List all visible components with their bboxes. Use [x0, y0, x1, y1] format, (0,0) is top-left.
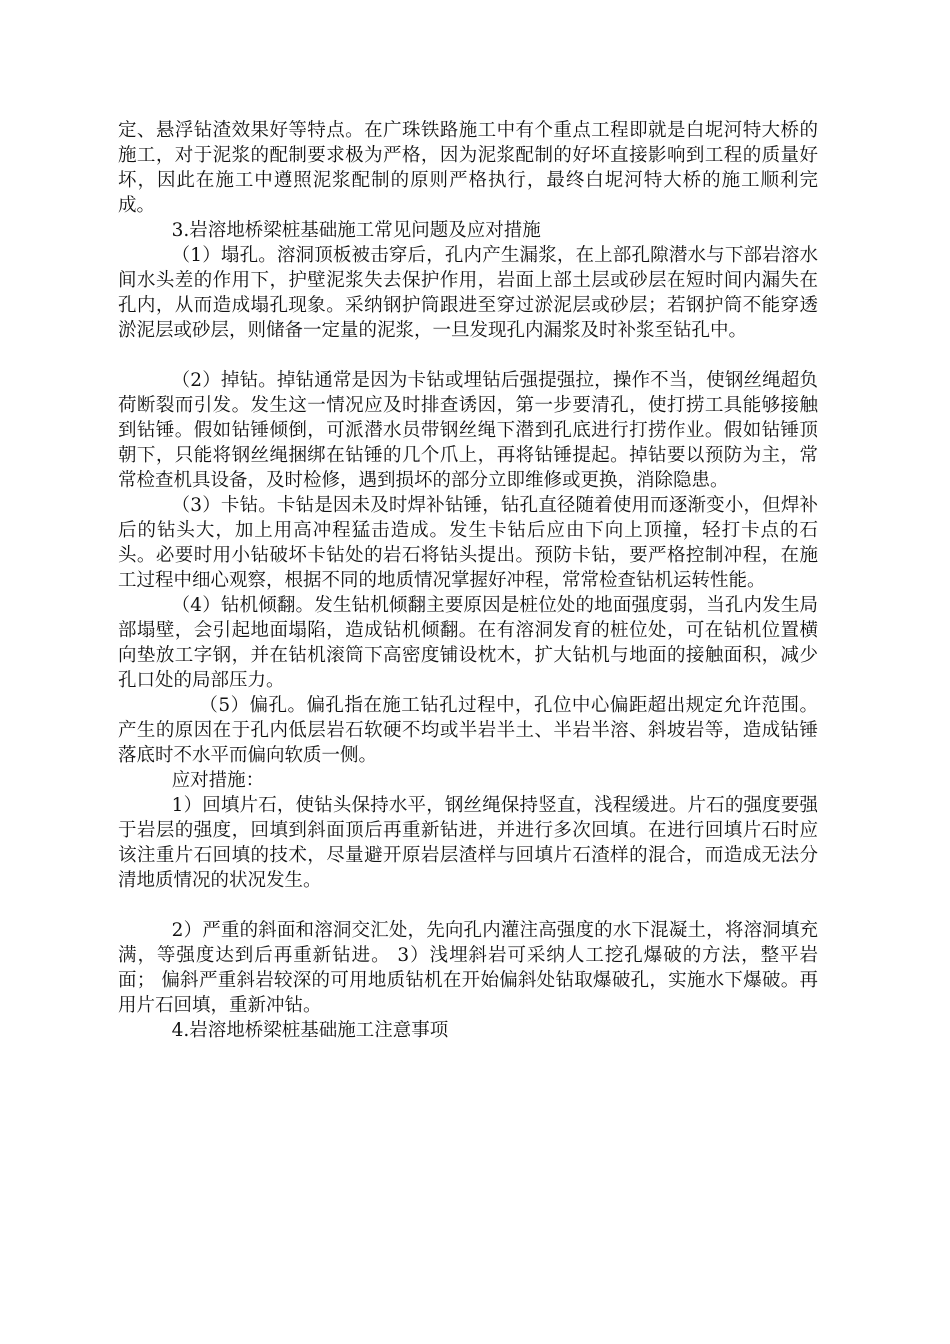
section-heading-3: 3.岩溶地桥梁桩基础施工常见问题及应对措施 [171, 220, 541, 241]
paragraph-hole-deviation: （5）偏孔。偏孔指在施工钻孔过程中，孔位中心偏距超出规定允许范围。产生的原因在于孔内低层岩石软硬不均或半岩半土、半岩半溶、斜坡岩等，造成钻锤落底时不水平而偏向软质一侧。 [118, 695, 818, 766]
blank-line [118, 893, 818, 918]
blank-line [118, 343, 818, 368]
paragraph-countermeasure-1: 1）回填片石，使钻头保持水平，钢丝绳保持竖直，浅程缓进。片石的强度要强于岩层的强度，回填到斜面顶后再重新钻进，并进行多次回填。在进行回填片石时应该注重片石回填的技术，尽量避开原岩层渣样与回填片石渣样的混合，而造成无法分清地质情况的状况发生。 [118, 795, 818, 891]
paragraph-rig-overturn: （4）钻机倾翻。发生钻机倾翻主要原因是桩位处的地面强度弱，当孔内发生局部塌壁，会引起地面塌陷，造成钻机倾翻。在有溶洞发育的桩位处，可在钻机位置横向垫放工字钢，并在钻机滚筒下高密度铺设枕木，扩大钻机与地面的接触面积，减少孔口处的局部压力。 [118, 595, 818, 691]
section-heading-4: 4.岩溶地桥梁桩基础施工注意事项 [171, 1020, 449, 1041]
paragraph-stuck-drill: （3）卡钻。卡钻是因未及时焊补钻锤，钻孔直径随着使用而逐渐变小，但焊补后的钻头大，加上用高冲程猛击造成。发生卡钻后应由下向上顶撞，轻打卡点的石头。必要时用小钻破坏卡钻处的岩石将钻头提出。预防卡钻，要严格控制冲程，在施工过程中细心观察，根据不同的地质情况掌握好冲程，常常检查钻机运转性能。 [118, 495, 818, 591]
paragraph-countermeasures-label: 应对措施： [171, 770, 265, 791]
paragraph-collapse: （1）塌孔。溶洞顶板被击穿后，孔内产生漏浆，在上部孔隙潜水与下部岩溶水间水头差的作用下，护壁泥浆失去保护作用，岩面上部土层或砂层在短时间内漏失在孔内，从而造成塌孔现象。采纳钢护筒跟进至穿过淤泥层或砂层；若钢护筒不能穿透淤泥层或砂层，则储备一定量的泥浆，一旦发现孔内漏浆及时补浆至钻孔中。 [118, 245, 818, 341]
paragraph-countermeasure-2-3: 2）严重的斜面和溶洞交汇处，先向孔内灌注高强度的水下混凝土，将溶洞填充满，等强度达到后再重新钻进。 3）浅埋斜岩可采纳人工挖孔爆破的方法，整平岩面； 偏斜严重斜岩较深的可用地质钻机在开始偏斜处钻取爆破孔，实施水下爆破。再用片石回填，重新冲钻。 [118, 920, 818, 1016]
paragraph-mud-conclusion: 定、悬浮钻渣效果好等特点。在广珠铁路施工中有个重点工程即就是白坭河特大桥的施工，对于泥浆的配制要求极为严格，因为泥浆配制的好坏直接影响到工程的质量好坏，因此在施工中遵照泥浆配制的原则严格执行，最终白坭河特大桥的施工顺利完成。 [118, 120, 818, 216]
paragraph-drop-drill: （2）掉钻。掉钻通常是因为卡钻或埋钻后强提强拉，操作不当，使钢丝绳超负荷断裂而引发。发生这一情况应及时排查诱因，第一步要清孔，使打捞工具能够接触到钻锤。假如钻锤倾倒，可派潜水员带钢丝绳下潜到孔底进行打捞作业。假如钻锤顶朝下，只能将钢丝绳捆绑在钻锤的几个爪上，再将钻锤提起。掉钻要以预防为主，常常检查机具设备，及时检修，遇到损坏的部分立即维修或更换，消除隐患。 [118, 370, 818, 491]
document-page [118, 118, 818, 1043]
